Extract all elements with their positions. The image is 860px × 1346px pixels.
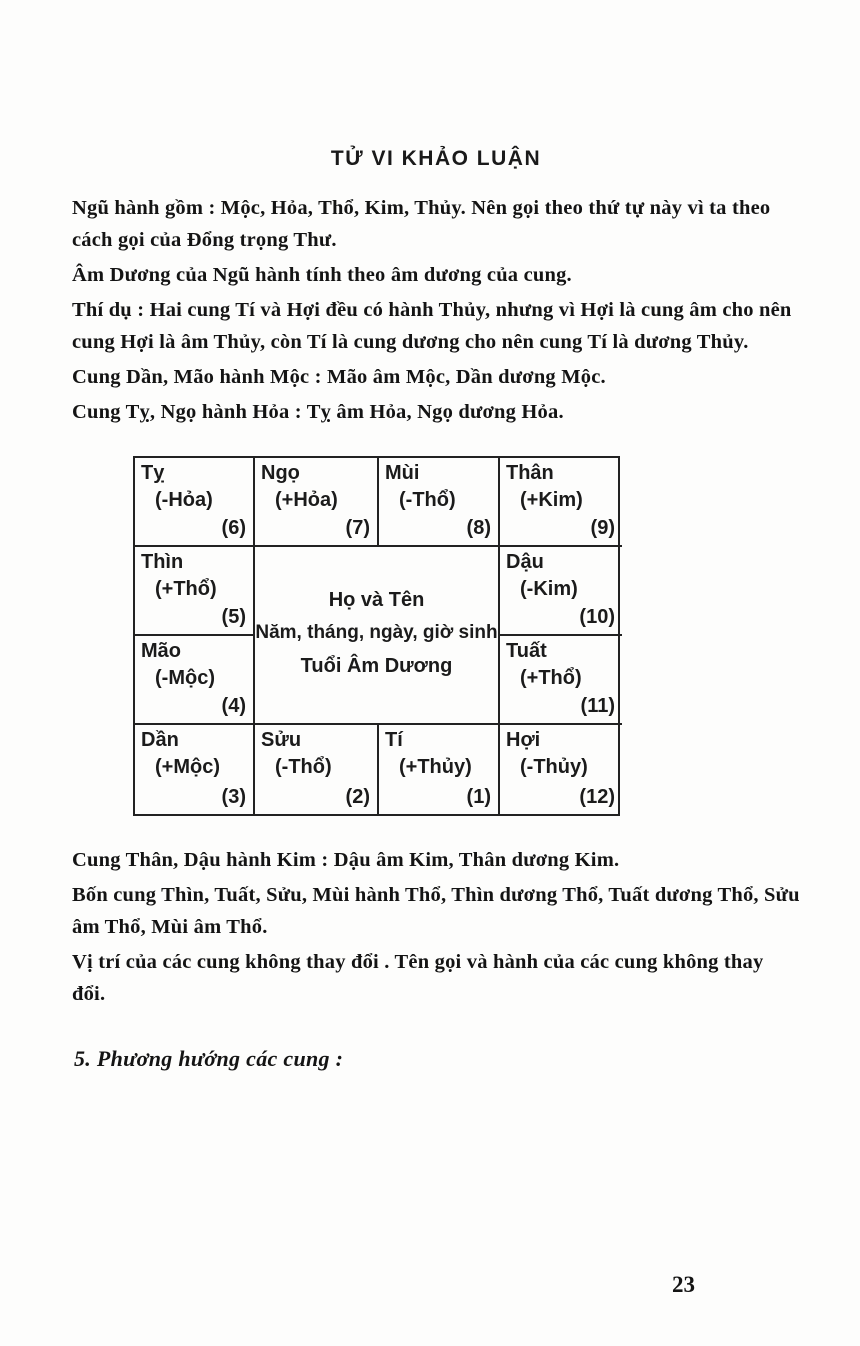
cell-element: (-Kim) [520, 578, 578, 600]
section-heading-phuong-huong: 5. Phương hướng các cung : [74, 1046, 344, 1071]
cell-number: (5) [221, 606, 246, 628]
cell-hoi [500, 725, 622, 814]
cell-than [500, 458, 622, 547]
page-title: TỬ VI KHẢO LUẬN [330, 147, 542, 170]
paragraph-ngu-hanh: Ngũ hành gồm : Mộc, Hỏa, Thổ, Kim, Thủy. Nên gọi theo thứ tự này vì ta theo cách gọi của Đổng trọng Thư. [72, 197, 771, 251]
cell-thin [135, 547, 255, 636]
cell-element: (+Hỏa) [275, 489, 338, 511]
cell-name: Thìn [141, 551, 184, 573]
cell-name: Tỵ [141, 462, 165, 484]
cell-mao [135, 636, 255, 725]
cell-name: Ngọ [261, 462, 300, 484]
cell-tuat [500, 636, 622, 725]
cell-ngo [255, 458, 379, 547]
cell-number: (9) [590, 517, 615, 539]
cell-element: (+Thổ) [155, 578, 217, 600]
cell-number: (12) [579, 786, 615, 808]
cell-element: (-Mộc) [155, 667, 215, 689]
page-number: 23 [672, 1272, 695, 1297]
paragraph-am-duong: Âm Dương của Ngũ hành tính theo âm dương của cung. [72, 264, 572, 286]
cell-element: (+Thủy) [399, 756, 472, 778]
tuvi-chart-diagram [133, 456, 620, 816]
paragraph-vi-tri: Vị trí của các cung không thay đổi . Tên gọi và hành của các cung không thay đổi. [72, 951, 764, 1005]
cell-number: (6) [221, 517, 246, 539]
paragraph-thi-du: Thí dụ : Hai cung Tí và Hợi đều có hành Thủy, nhưng vì Hợi là cung âm cho nên cung Hợi là âm Thủy, còn Tí là cung dương cho nên cung Tí là dương Thủy. [72, 299, 792, 353]
paragraph-cung-dan-mao: Cung Dần, Mão hành Mộc : Mão âm Mộc, Dần dương Mộc. [72, 366, 606, 388]
cell-ti [379, 725, 500, 814]
cell-mui [379, 458, 500, 547]
paragraph-cung-than-dau: Cung Thân, Dậu hành Kim : Dậu âm Kim, Thân dương Kim. [72, 849, 620, 871]
center-line-age: Tuổi Âm Dương [300, 655, 453, 677]
center-line-birthdata: Năm, tháng, ngày, giờ sinh [255, 622, 498, 643]
cell-name: Tí [385, 729, 403, 751]
cell-element: (-Thổ) [399, 489, 456, 511]
cell-center-identity [255, 547, 500, 725]
cell-number: (3) [221, 786, 246, 808]
cell-number: (11) [580, 695, 615, 717]
cell-name: Mùi [385, 462, 420, 484]
cell-name: Thân [506, 462, 554, 484]
cell-suu [255, 725, 379, 814]
cell-number: (2) [345, 786, 370, 808]
cell-name: Dần [141, 729, 179, 751]
cell-element: (+Kim) [520, 489, 583, 511]
paragraph-bon-cung-tho: Bốn cung Thìn, Tuất, Sửu, Mùi hành Thổ, Thìn dương Thổ, Tuất dương Thổ, Sửu âm Thổ, Mùi âm Thổ. [72, 884, 800, 938]
cell-element: (-Thổ) [275, 756, 332, 778]
cell-element: (-Thủy) [520, 756, 588, 778]
cell-name: Hợi [506, 729, 541, 751]
closing-text-block [72, 844, 800, 1010]
cell-number: (1) [466, 786, 491, 808]
cell-number: (4) [221, 695, 246, 717]
intro-text-block [72, 192, 800, 428]
paragraph-cung-ty-ngo: Cung Tỵ, Ngọ hành Hỏa : Tỵ âm Hỏa, Ngọ dương Hỏa. [72, 401, 564, 423]
cell-name: Sửu [261, 729, 302, 751]
cell-element: (+Mộc) [155, 756, 220, 778]
cell-dan [135, 725, 255, 814]
book-page [0, 146, 860, 1072]
cell-name: Mão [141, 640, 181, 662]
cell-element: (-Hỏa) [155, 489, 213, 511]
cell-number: (7) [345, 517, 370, 539]
cell-name: Dậu [506, 551, 544, 573]
cell-number: (8) [466, 517, 491, 539]
cell-name: Tuất [506, 640, 547, 662]
cell-number: (10) [579, 606, 615, 628]
cell-dau [500, 547, 622, 636]
cell-ty [135, 458, 255, 547]
center-line-name: Họ và Tên [328, 589, 425, 611]
cell-element: (+Thổ) [520, 667, 582, 689]
